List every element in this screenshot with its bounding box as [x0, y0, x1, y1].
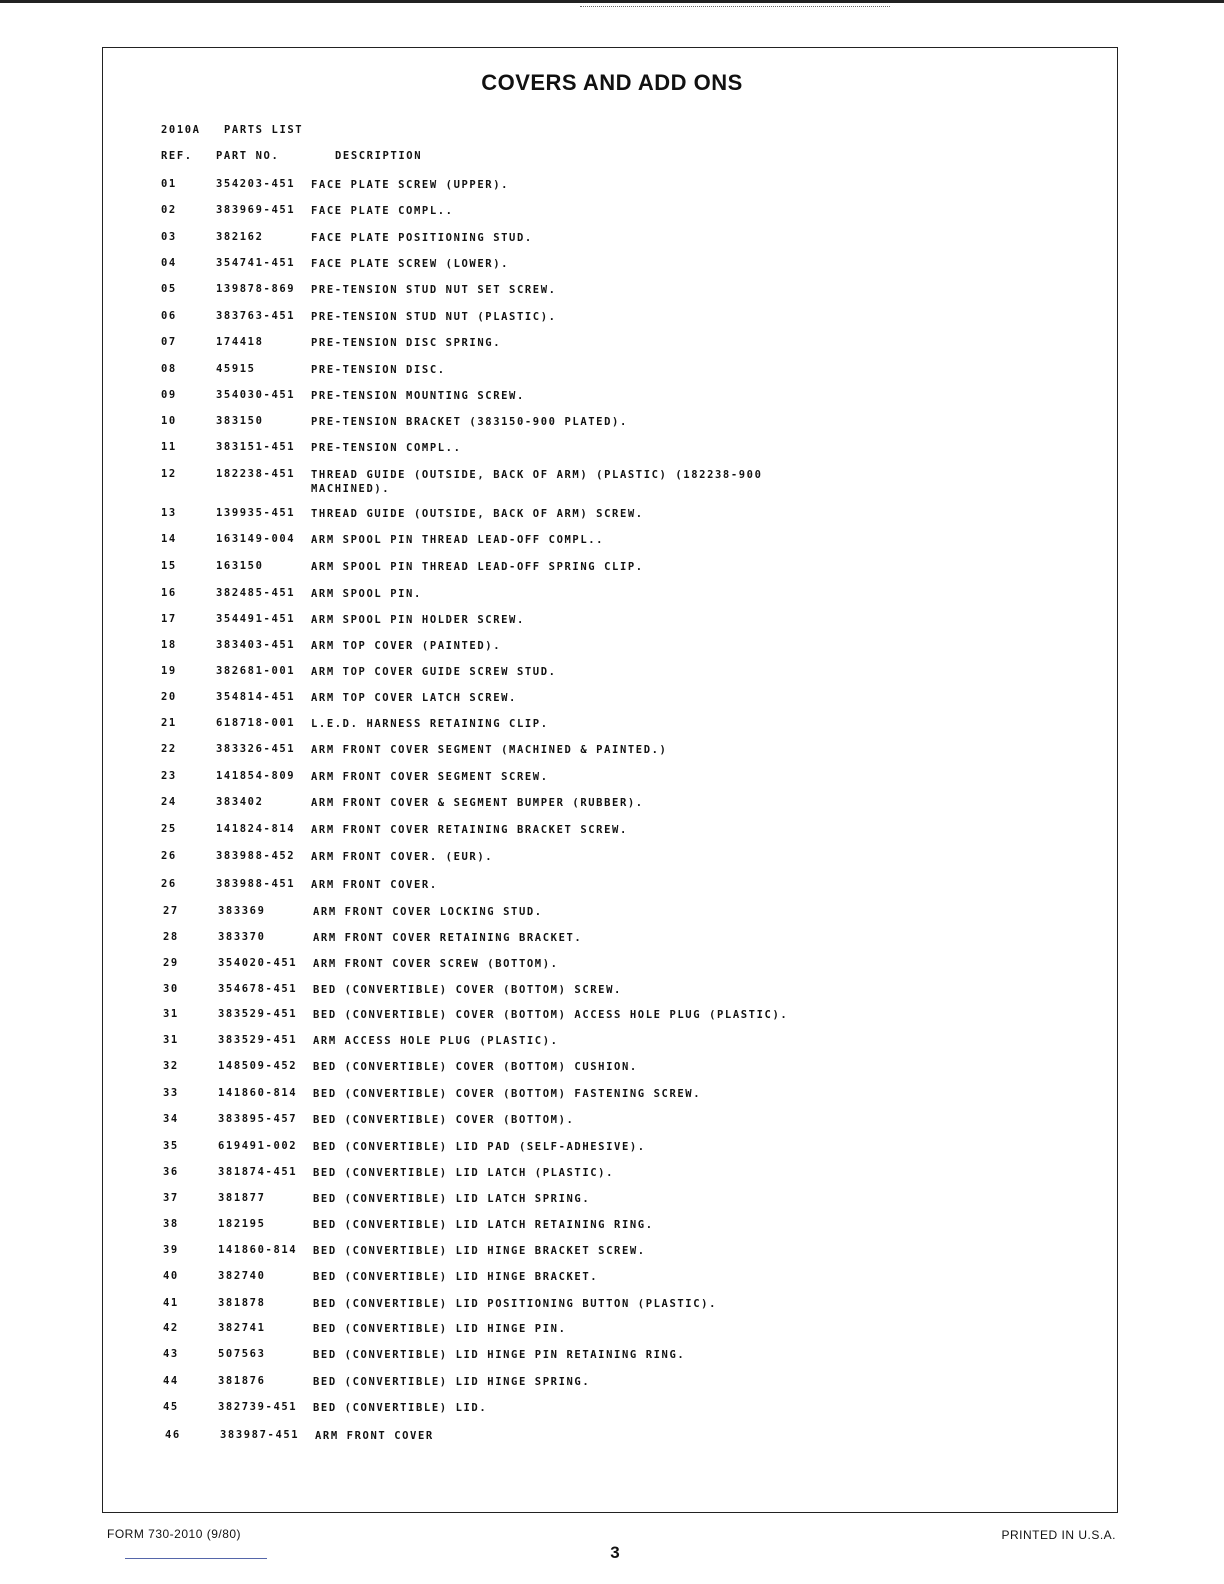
ref-cell: 18	[161, 639, 177, 651]
part-number-cell: 382739-451	[218, 1401, 298, 1413]
part-number-cell: 383369	[218, 905, 266, 917]
part-number-cell: 354678-451	[218, 983, 298, 995]
top-edge-line	[0, 0, 1224, 3]
ref-cell: 38	[163, 1218, 179, 1230]
part-number-cell: 382740	[218, 1270, 266, 1282]
ref-cell: 07	[161, 336, 177, 348]
description-cell: FACE PLATE SCREW (UPPER).	[311, 179, 510, 191]
ref-cell: 08	[161, 363, 177, 375]
description-cell: ARM SPOOL PIN HOLDER SCREW.	[311, 614, 525, 626]
part-number-cell: 382485-451	[216, 587, 296, 599]
ref-cell: 23	[161, 770, 177, 782]
part-number-cell: 163150	[216, 560, 264, 572]
description-cell: ARM TOP COVER (PAINTED).	[311, 640, 502, 652]
ref-cell: 45	[163, 1401, 179, 1413]
description-cell: BED (CONVERTIBLE) COVER (BOTTOM) SCREW.	[313, 984, 622, 996]
part-number-cell: 383150	[216, 415, 264, 427]
description-cell: THREAD GUIDE (OUTSIDE, BACK OF ARM) SCREW.	[311, 508, 644, 520]
ref-cell: 03	[161, 231, 177, 243]
part-number-cell: 383895-457	[218, 1113, 298, 1125]
description-cell: PRE-TENSION STUD NUT SET SCREW.	[311, 284, 557, 296]
part-number-cell: 381877	[218, 1192, 266, 1204]
ref-cell: 11	[161, 441, 177, 453]
part-number-cell: 148509-452	[218, 1060, 298, 1072]
ref-cell: 39	[163, 1244, 179, 1256]
part-number-cell: 354030-451	[216, 389, 296, 401]
description-cell: BED (CONVERTIBLE) COVER (BOTTOM) ACCESS HOLE PLUG (PLASTIC).	[313, 1009, 789, 1021]
part-number-cell: 174418	[216, 336, 264, 348]
ref-cell: 14	[161, 533, 177, 545]
part-number-cell: 354491-451	[216, 613, 296, 625]
part-number-cell: 383370	[218, 931, 266, 943]
description-cell: PRE-TENSION COMPL..	[311, 442, 462, 454]
ref-cell: 05	[161, 283, 177, 295]
ref-cell: 24	[161, 796, 177, 808]
ref-cell: 25	[161, 823, 177, 835]
ref-cell: 28	[163, 931, 179, 943]
part-number-cell: 382741	[218, 1322, 266, 1334]
description-cell: BED (CONVERTIBLE) LID HINGE PIN.	[313, 1323, 567, 1335]
part-number-cell: 163149-004	[216, 533, 296, 545]
description-cell: BED (CONVERTIBLE) COVER (BOTTOM).	[313, 1114, 575, 1126]
model-number: 2010A	[161, 124, 201, 136]
column-header-description: DESCRIPTION	[335, 150, 423, 162]
ref-cell: 37	[163, 1192, 179, 1204]
ref-cell: 40	[163, 1270, 179, 1282]
part-number-cell: 383151-451	[216, 441, 296, 453]
part-number-cell: 381874-451	[218, 1166, 298, 1178]
ref-cell: 26	[161, 878, 177, 890]
part-number-cell: 383402	[216, 796, 264, 808]
description-cell: ARM FRONT COVER SCREW (BOTTOM).	[313, 958, 559, 970]
description-cell: BED (CONVERTIBLE) LID HINGE BRACKET SCREW.	[313, 1245, 646, 1257]
ref-cell: 22	[161, 743, 177, 755]
description-cell: ARM FRONT COVER.	[311, 879, 438, 891]
description-cell: FACE PLATE POSITIONING STUD.	[311, 232, 533, 244]
description-cell: ARM FRONT COVER RETAINING BRACKET.	[313, 932, 583, 944]
part-number-cell: 182195	[218, 1218, 266, 1230]
part-number-cell: 354741-451	[216, 257, 296, 269]
part-number-cell: 139935-451	[216, 507, 296, 519]
description-cell: BED (CONVERTIBLE) COVER (BOTTOM) CUSHION.	[313, 1061, 638, 1073]
scan-artifact	[580, 6, 890, 9]
part-number-cell: 381876	[218, 1375, 266, 1387]
ref-cell: 34	[163, 1113, 179, 1125]
description-cell: BED (CONVERTIBLE) LID HINGE SPRING.	[313, 1376, 591, 1388]
part-number-cell: 354203-451	[216, 178, 296, 190]
page-number: 3	[610, 1543, 620, 1562]
description-cell: BED (CONVERTIBLE) COVER (BOTTOM) FASTENING SCREW.	[313, 1088, 702, 1100]
description-cell: ARM SPOOL PIN THREAD LEAD-OFF SPRING CLIP.	[311, 561, 644, 573]
description-cell: BED (CONVERTIBLE) LID LATCH SPRING.	[313, 1193, 591, 1205]
column-header-ref: REF.	[161, 150, 193, 162]
ref-cell: 12	[161, 468, 177, 480]
description-cell: ARM FRONT COVER & SEGMENT BUMPER (RUBBER).	[311, 797, 644, 809]
part-number-cell: 141860-814	[218, 1087, 298, 1099]
description-cell: ARM SPOOL PIN.	[311, 588, 422, 600]
ref-cell: 04	[161, 257, 177, 269]
description-cell: ARM TOP COVER GUIDE SCREW STUD.	[311, 666, 557, 678]
description-cell: BED (CONVERTIBLE) LID HINGE BRACKET.	[313, 1271, 599, 1283]
description-cell: FACE PLATE COMPL..	[311, 205, 454, 217]
part-number-cell: 383326-451	[216, 743, 296, 755]
ref-cell: 33	[163, 1087, 179, 1099]
description-cell: ARM TOP COVER LATCH SCREW.	[311, 692, 517, 704]
ref-cell: 26	[161, 850, 177, 862]
ref-cell: 41	[163, 1297, 179, 1309]
ref-cell: 31	[163, 1034, 179, 1046]
ref-cell: 16	[161, 587, 177, 599]
description-cell: PRE-TENSION DISC SPRING.	[311, 337, 502, 349]
description-cell: PRE-TENSION STUD NUT (PLASTIC).	[311, 311, 557, 323]
ref-cell: 35	[163, 1140, 179, 1152]
printed-in-usa: PRINTED IN U.S.A.	[1001, 1528, 1116, 1542]
description-cell: ARM FRONT COVER SEGMENT SCREW.	[311, 771, 549, 783]
part-number-cell: 141860-814	[218, 1244, 298, 1256]
ref-cell: 13	[161, 507, 177, 519]
part-number-cell: 45915	[216, 363, 256, 375]
part-number-cell: 507563	[218, 1348, 266, 1360]
description-cell: ARM FRONT COVER SEGMENT (MACHINED & PAINTED.)	[311, 744, 668, 756]
part-number-cell: 383987-451	[220, 1429, 300, 1441]
description-cell: ARM SPOOL PIN THREAD LEAD-OFF COMPL..	[311, 534, 605, 546]
part-number-cell: 383988-451	[216, 878, 296, 890]
description-cell: PRE-TENSION DISC.	[311, 364, 446, 376]
description-cell: BED (CONVERTIBLE) LID LATCH (PLASTIC).	[313, 1167, 615, 1179]
part-number-cell: 618718-001	[216, 717, 296, 729]
ref-cell: 29	[163, 957, 179, 969]
ref-cell: 46	[165, 1429, 181, 1441]
description-cell: ARM ACCESS HOLE PLUG (PLASTIC).	[313, 1035, 559, 1047]
part-number-cell: 383988-452	[216, 850, 296, 862]
description-cell: THREAD GUIDE (OUTSIDE, BACK OF ARM) (PLASTIC) (182238-900 MACHINED).	[311, 469, 763, 495]
ref-cell: 20	[161, 691, 177, 703]
ref-cell: 32	[163, 1060, 179, 1072]
part-number-cell: 383969-451	[216, 204, 296, 216]
ref-cell: 15	[161, 560, 177, 572]
description-cell: ARM FRONT COVER. (EUR).	[311, 851, 494, 863]
description-cell: BED (CONVERTIBLE) LID.	[313, 1402, 488, 1414]
part-number-cell: 141824-814	[216, 823, 296, 835]
part-number-cell: 354020-451	[218, 957, 298, 969]
ref-cell: 10	[161, 415, 177, 427]
part-number-cell: 383529-451	[218, 1034, 298, 1046]
part-number-cell: 354814-451	[216, 691, 296, 703]
description-cell: PRE-TENSION BRACKET (383150-900 PLATED).	[311, 416, 628, 428]
ref-cell: 06	[161, 310, 177, 322]
description-cell: ARM FRONT COVER	[315, 1430, 434, 1442]
part-number-cell: 381878	[218, 1297, 266, 1309]
ref-cell: 21	[161, 717, 177, 729]
description-cell: ARM FRONT COVER LOCKING STUD.	[313, 906, 543, 918]
form-number: FORM 730-2010 (9/80)	[107, 1527, 242, 1541]
part-number-cell: 139878-869	[216, 283, 296, 295]
ref-cell: 36	[163, 1166, 179, 1178]
part-number-cell: 383403-451	[216, 639, 296, 651]
ref-cell: 19	[161, 665, 177, 677]
ref-cell: 09	[161, 389, 177, 401]
description-cell: FACE PLATE SCREW (LOWER).	[311, 258, 510, 270]
description-cell: ARM FRONT COVER RETAINING BRACKET SCREW.	[311, 824, 628, 836]
ref-cell: 27	[163, 905, 179, 917]
description-cell: BED (CONVERTIBLE) LID HINGE PIN RETAINING RING.	[313, 1349, 686, 1361]
part-number-cell: 383529-451	[218, 1008, 298, 1020]
part-number-cell: 141854-809	[216, 770, 296, 782]
ref-cell: 01	[161, 178, 177, 190]
ref-cell: 44	[163, 1375, 179, 1387]
page-title: COVERS AND ADD ONS	[481, 70, 743, 95]
part-number-cell: 182238-451	[216, 468, 296, 480]
description-cell: BED (CONVERTIBLE) LID LATCH RETAINING RING.	[313, 1219, 654, 1231]
ref-cell: 42	[163, 1322, 179, 1334]
column-header-part-no: PART NO.	[216, 150, 280, 162]
description-cell: BED (CONVERTIBLE) LID POSITIONING BUTTON (PLASTIC).	[313, 1298, 717, 1310]
part-number-cell: 382162	[216, 231, 264, 243]
description-cell: BED (CONVERTIBLE) LID PAD (SELF-ADHESIVE).	[313, 1141, 646, 1153]
description-cell: PRE-TENSION MOUNTING SCREW.	[311, 390, 525, 402]
ref-cell: 43	[163, 1348, 179, 1360]
part-number-cell: 383763-451	[216, 310, 296, 322]
description-cell: L.E.D. HARNESS RETAINING CLIP.	[311, 718, 549, 730]
part-number-cell: 619491-002	[218, 1140, 298, 1152]
ref-cell: 17	[161, 613, 177, 625]
ref-cell: 30	[163, 983, 179, 995]
parts-list-label: PARTS LIST	[224, 124, 304, 136]
part-number-cell: 382681-001	[216, 665, 296, 677]
ref-cell: 31	[163, 1008, 179, 1020]
ref-cell: 02	[161, 204, 177, 216]
